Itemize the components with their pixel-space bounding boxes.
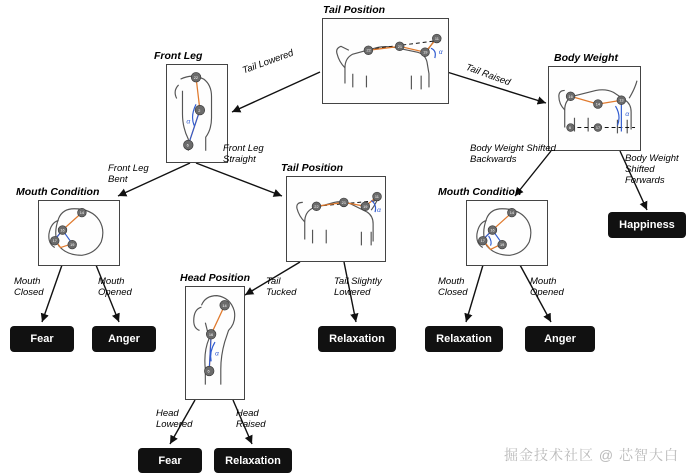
node-front-leg[interactable] xyxy=(166,64,228,163)
svg-text:α: α xyxy=(215,350,219,358)
svg-text:22: 22 xyxy=(193,74,199,80)
watermark: 掘金技术社区 @ 芯智大白 xyxy=(504,447,679,463)
edge-label-head-lowered xyxy=(156,408,192,430)
svg-text:6: 6 xyxy=(568,124,571,130)
front-leg-straight-line2: Straight xyxy=(223,154,256,165)
svg-text:19: 19 xyxy=(363,203,368,209)
front-leg-bent-line2: Bent xyxy=(108,174,128,185)
mouth-opened-right-line2: Opened xyxy=(530,287,564,298)
svg-text:19: 19 xyxy=(500,242,505,248)
mouth-opened-right-line1: Mouth xyxy=(530,276,557,287)
svg-text:α: α xyxy=(377,207,381,215)
node-mouth-condition-right[interactable] xyxy=(466,200,548,266)
svg-text:α: α xyxy=(438,49,443,57)
leaf-fear-1[interactable]: Fear xyxy=(10,326,74,352)
leaf-relaxation-3[interactable]: Relaxation xyxy=(214,448,292,473)
edge-label-front-leg-bent xyxy=(108,163,149,185)
svg-text:16: 16 xyxy=(208,332,214,337)
caption-body-weight: Body Weight xyxy=(554,52,618,64)
edge-label-tail-raised: Tail Raised xyxy=(464,62,512,89)
head-lowered-line1: Head xyxy=(156,408,179,419)
leaf-relaxation-1[interactable]: Relaxation xyxy=(318,326,396,352)
caption-head-position: Head Position xyxy=(180,272,251,284)
svg-text:13: 13 xyxy=(619,97,624,103)
edge-label-body-weight-forwards xyxy=(625,153,679,186)
svg-text:14: 14 xyxy=(79,210,85,216)
svg-text:14: 14 xyxy=(222,303,227,308)
svg-text:21: 21 xyxy=(397,43,403,49)
node-tail-position-root[interactable] xyxy=(322,18,449,104)
bw-forwards-line3: Forwards xyxy=(625,175,665,186)
head-lowered-line2: Lowered xyxy=(156,419,193,430)
bw-backwards-line1: Body Weight Shifted xyxy=(470,143,556,154)
node-head-position[interactable] xyxy=(185,286,245,400)
caption-mouth-condition-left: Mouth Condition xyxy=(16,186,100,198)
leaf-relaxation-2[interactable]: Relaxation xyxy=(425,326,503,352)
node-body-weight[interactable] xyxy=(548,66,641,151)
svg-text:21: 21 xyxy=(341,199,346,205)
svg-text:14: 14 xyxy=(595,101,601,107)
svg-text:17: 17 xyxy=(480,238,485,244)
svg-text:19: 19 xyxy=(423,49,428,55)
leaf-fear-2[interactable]: Fear xyxy=(138,448,202,473)
front-leg-straight-line1: Front Leg xyxy=(223,143,264,154)
leaf-happiness[interactable]: Happiness xyxy=(608,212,686,238)
edge-label-tail-lowered: Tail Lowered xyxy=(241,47,296,77)
edge-label-mouth-closed-left xyxy=(14,276,44,298)
tail-tucked-line2: Tucked xyxy=(266,287,297,298)
bw-backwards-line2: Backwards xyxy=(470,154,517,165)
edge-label-body-weight-backwards xyxy=(470,143,556,165)
svg-text:6: 6 xyxy=(207,369,210,374)
edge-label-mouth-opened-right xyxy=(530,276,564,298)
tail-tucked-line1: Tail xyxy=(266,276,281,287)
edge-label-tail-slightly-lowered xyxy=(334,276,382,298)
svg-text:16: 16 xyxy=(60,227,65,233)
tail-slightly-lowered-line2: Lowered xyxy=(334,287,371,298)
front-leg-bent-line1: Front Leg xyxy=(108,163,149,174)
edge-label-front-leg-straight xyxy=(223,143,264,165)
node-mouth-condition-left[interactable] xyxy=(38,200,120,266)
caption-tail-position-mid: Tail Position xyxy=(281,162,344,174)
mouth-opened-left-line1: Mouth xyxy=(98,276,125,287)
svg-text:17: 17 xyxy=(595,124,601,130)
svg-text:2: 2 xyxy=(198,107,201,113)
svg-text:6: 6 xyxy=(186,142,189,148)
svg-text:11: 11 xyxy=(434,36,439,41)
edge-label-tail-tucked xyxy=(266,276,296,298)
mouth-closed-left-line1: Mouth xyxy=(14,276,41,287)
svg-text:α: α xyxy=(625,110,630,118)
caption-front-leg: Front Leg xyxy=(154,50,203,62)
mouth-closed-right-line1: Mouth xyxy=(438,276,465,287)
caption-tail-position-root: Tail Position xyxy=(323,4,386,16)
svg-text:19: 19 xyxy=(70,242,75,248)
edge-label-mouth-closed-right xyxy=(438,276,468,298)
leaf-anger-1[interactable]: Anger xyxy=(92,326,156,352)
mouth-closed-left-line2: Closed xyxy=(14,287,44,298)
bw-forwards-line1: Body Weight xyxy=(625,153,679,164)
svg-text:14: 14 xyxy=(509,210,515,216)
leaf-anger-2[interactable]: Anger xyxy=(525,326,595,352)
svg-text:16: 16 xyxy=(490,227,495,233)
svg-text:α: α xyxy=(186,118,191,126)
tail-slightly-lowered-line1: Tail Slightly xyxy=(334,276,382,287)
edge-label-head-raised xyxy=(236,408,266,430)
svg-text:17: 17 xyxy=(52,238,57,244)
edge-label-mouth-opened-left xyxy=(98,276,132,298)
node-tail-position-mid[interactable] xyxy=(286,176,386,262)
head-raised-line2: Raised xyxy=(236,419,266,430)
mouth-opened-left-line2: Opened xyxy=(98,287,132,298)
head-raised-line1: Head xyxy=(236,408,259,419)
svg-text:11: 11 xyxy=(374,194,379,199)
bw-forwards-line2: Shifted xyxy=(625,164,655,175)
caption-mouth-condition-right: Mouth Condition xyxy=(438,186,522,198)
mouth-closed-right-line2: Closed xyxy=(438,287,468,298)
svg-text:22: 22 xyxy=(366,47,371,53)
svg-text:22: 22 xyxy=(314,203,319,209)
svg-text:16: 16 xyxy=(568,93,573,99)
